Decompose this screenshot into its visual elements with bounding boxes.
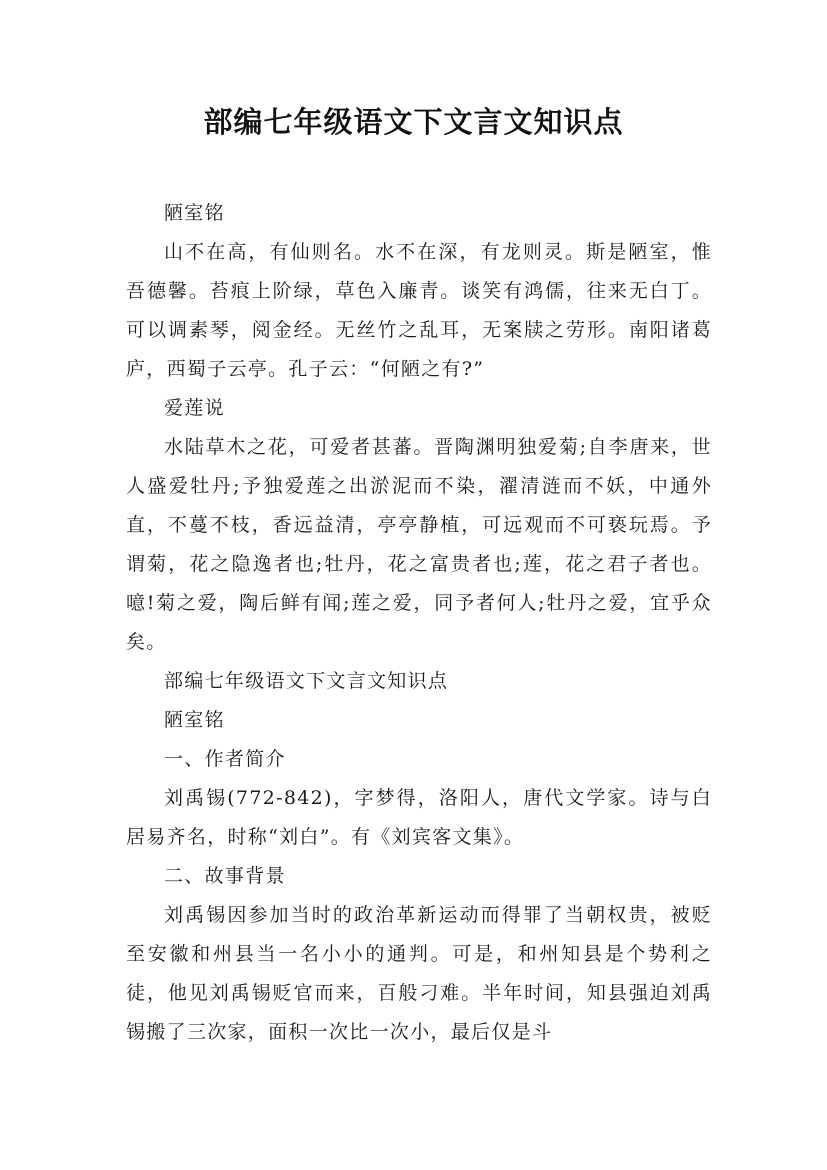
paragraph-loushiming-text: 山不在高，有仙则名。水不在深，有龙则灵。斯是陋室，惟吾德馨。苔痕上阶绿，草色入廉青。谈笑有鸿儒，往来无白丁。可以调素琴，阅金经。无丝竹之乱耳，无案牍之劳形。南阳诸葛庐，西蜀子云亭。孔子云：“何陋之有?” <box>126 241 712 380</box>
section-heading-loushiming: 陋室铭 <box>164 202 225 224</box>
section-heading-knowledge-points: 部编七年级语文下文言文知识点 <box>164 670 449 692</box>
subheading-story-background: 二、故事背景 <box>164 865 286 887</box>
document-title: 部编七年级语文下文言文知识点 <box>203 105 624 139</box>
section-heading-ailianshuo: 爱莲说 <box>164 397 225 419</box>
paragraph-ailianshuo-text: 水陆草木之花，可爱者甚蕃。晋陶渊明独爱菊;自李唐来，世人盛爱牡丹;予独爱莲之出淤泥而不染，濯清涟而不妖，中通外直，不蔓不枝，香远益清，亭亭静植，可远观而不可亵玩焉。予谓菊，花之隐逸者也;牡丹，花之富贵者也;莲，花之君子者也。噫!菊之爱，陶后鲜有闻;莲之爱，同予者何人;牡丹之爱，宜乎众矣。 <box>126 436 712 653</box>
paragraph-author-intro: 刘禹锡(772-842)，字梦得，洛阳人，唐代文学家。诗与白居易齐名，时称“刘白”。有《刘宾客文集》。 <box>126 787 712 848</box>
section-heading-loushiming-notes: 陋室铭 <box>164 709 225 731</box>
subheading-author-intro: 一、作者简介 <box>164 748 286 770</box>
document-body <box>126 194 712 1052</box>
paragraph-story-background: 刘禹锡因参加当时的政治革新运动而得罪了当朝权贵，被贬至安徽和州县当一名小小的通判。可是，和州知县是个势利之徒，他见刘禹锡贬官而来，百般刁难。半年时间，知县强迫刘禹锡搬了三次家，面积一次比一次小，最后仅是斗 <box>126 904 712 1043</box>
